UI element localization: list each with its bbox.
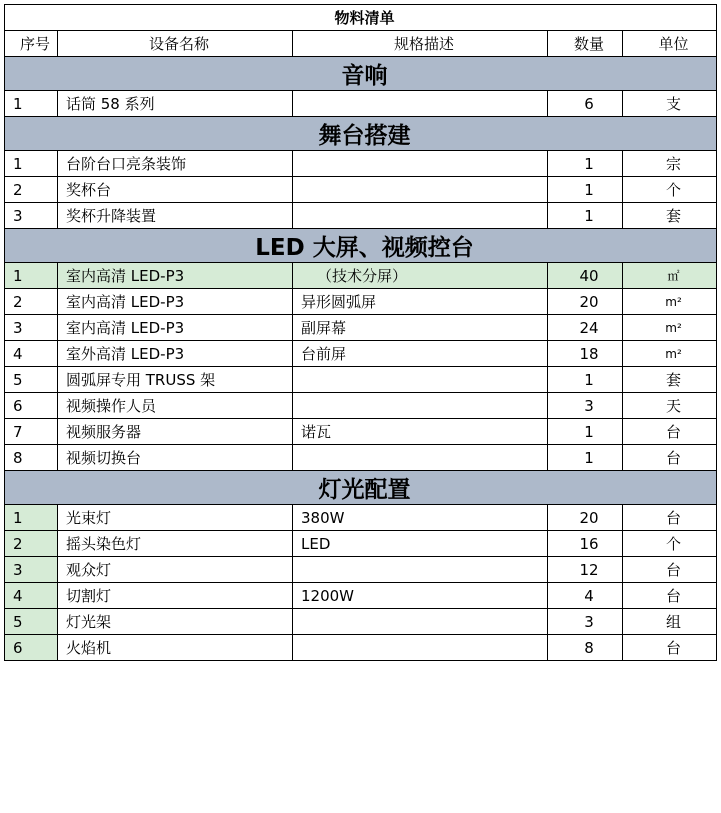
row-index: 1 [5, 505, 58, 531]
row-unit: 台 [623, 419, 717, 445]
row-quantity: 20 [548, 289, 623, 315]
row-spec [293, 177, 548, 203]
table-row [5, 315, 717, 341]
row-index: 5 [5, 367, 58, 393]
table-row [5, 151, 717, 177]
row-quantity: 24 [548, 315, 623, 341]
row-index: 6 [5, 393, 58, 419]
row-quantity: 3 [548, 393, 623, 419]
row-device-name: 室内高清 LED-P3 [58, 263, 293, 289]
table-row [5, 341, 717, 367]
row-index: 5 [5, 609, 58, 635]
row-index: 4 [5, 341, 58, 367]
row-spec [293, 367, 548, 393]
row-index: 3 [5, 315, 58, 341]
table-row [5, 609, 717, 635]
row-unit: m² [623, 341, 717, 367]
row-unit: 支 [623, 91, 717, 117]
row-index: 6 [5, 635, 58, 661]
row-unit: 组 [623, 609, 717, 635]
row-device-name: 台阶台口亮条装饰 [58, 151, 293, 177]
row-device-name: 切割灯 [58, 583, 293, 609]
row-unit: 台 [623, 445, 717, 471]
row-quantity: 20 [548, 505, 623, 531]
row-quantity: 3 [548, 609, 623, 635]
row-device-name: 奖杯升降装置 [58, 203, 293, 229]
row-unit: 台 [623, 635, 717, 661]
row-index: 1 [5, 263, 58, 289]
row-index: 1 [5, 91, 58, 117]
row-quantity: 1 [548, 151, 623, 177]
section-title: LED 大屏、视频控台 [5, 229, 717, 263]
row-spec: 诺瓦 [293, 419, 548, 445]
row-device-name: 火焰机 [58, 635, 293, 661]
row-unit: ㎡ [623, 263, 717, 289]
header-spec: 规格描述 [293, 31, 548, 57]
table-row [5, 263, 717, 289]
section-row [5, 57, 717, 91]
row-device-name: 摇头染色灯 [58, 531, 293, 557]
row-spec: LED [293, 531, 548, 557]
row-device-name: 圆弧屏专用 TRUSS 架 [58, 367, 293, 393]
row-spec [293, 445, 548, 471]
row-quantity: 1 [548, 419, 623, 445]
row-unit: m² [623, 315, 717, 341]
section-row [5, 471, 717, 505]
row-index: 2 [5, 531, 58, 557]
table-row [5, 367, 717, 393]
table-row [5, 583, 717, 609]
row-index: 4 [5, 583, 58, 609]
row-spec [293, 393, 548, 419]
row-device-name: 视频服务器 [58, 419, 293, 445]
row-spec: 副屏幕 [293, 315, 548, 341]
row-unit: 天 [623, 393, 717, 419]
table-row [5, 393, 717, 419]
row-quantity: 18 [548, 341, 623, 367]
section-title: 舞台搭建 [5, 117, 717, 151]
row-unit: 台 [623, 505, 717, 531]
header-unit: 单位 [623, 31, 717, 57]
row-spec: 380W [293, 505, 548, 531]
table-row [5, 419, 717, 445]
row-spec: 异形圆弧屏 [293, 289, 548, 315]
section-title: 音响 [5, 57, 717, 91]
row-quantity: 1 [548, 367, 623, 393]
header-device-name: 设备名称 [58, 31, 293, 57]
material-list-table [4, 4, 717, 661]
row-device-name: 室外高清 LED-P3 [58, 341, 293, 367]
row-unit: 套 [623, 367, 717, 393]
row-quantity: 12 [548, 557, 623, 583]
row-quantity: 1 [548, 177, 623, 203]
table-title: 物料清单 [5, 5, 717, 31]
row-spec [293, 609, 548, 635]
row-index: 7 [5, 419, 58, 445]
row-quantity: 1 [548, 445, 623, 471]
header-quantity: 数量 [548, 31, 623, 57]
row-unit: 宗 [623, 151, 717, 177]
row-index: 2 [5, 177, 58, 203]
table-row [5, 505, 717, 531]
table-row [5, 557, 717, 583]
row-index: 3 [5, 557, 58, 583]
row-unit: 台 [623, 557, 717, 583]
table-row [5, 531, 717, 557]
row-index: 8 [5, 445, 58, 471]
row-spec [293, 557, 548, 583]
row-spec: 1200W [293, 583, 548, 609]
row-spec [293, 91, 548, 117]
section-title: 灯光配置 [5, 471, 717, 505]
row-device-name: 视频切换台 [58, 445, 293, 471]
table-row [5, 635, 717, 661]
row-device-name: 室内高清 LED-P3 [58, 289, 293, 315]
row-spec: 台前屏 [293, 341, 548, 367]
table-row [5, 177, 717, 203]
row-index: 3 [5, 203, 58, 229]
table-row [5, 91, 717, 117]
row-device-name: 灯光架 [58, 609, 293, 635]
row-device-name: 视频操作人员 [58, 393, 293, 419]
row-quantity: 1 [548, 203, 623, 229]
table-row [5, 203, 717, 229]
row-unit: m² [623, 289, 717, 315]
row-index: 1 [5, 151, 58, 177]
row-spec [293, 203, 548, 229]
row-quantity: 40 [548, 263, 623, 289]
row-quantity: 16 [548, 531, 623, 557]
row-spec: （技术分屏） [293, 263, 548, 289]
row-unit: 台 [623, 583, 717, 609]
row-quantity: 8 [548, 635, 623, 661]
header-row [5, 31, 717, 57]
row-index: 2 [5, 289, 58, 315]
row-device-name: 观众灯 [58, 557, 293, 583]
table-row [5, 445, 717, 471]
row-spec [293, 151, 548, 177]
header-index: 序号 [5, 31, 58, 57]
row-device-name: 话筒 58 系列 [58, 91, 293, 117]
row-unit: 个 [623, 177, 717, 203]
row-quantity: 6 [548, 91, 623, 117]
row-spec [293, 635, 548, 661]
row-quantity: 4 [548, 583, 623, 609]
title-row [5, 5, 717, 31]
row-device-name: 奖杯台 [58, 177, 293, 203]
row-unit: 个 [623, 531, 717, 557]
row-device-name: 光束灯 [58, 505, 293, 531]
section-row [5, 229, 717, 263]
table-row [5, 289, 717, 315]
section-row [5, 117, 717, 151]
row-unit: 套 [623, 203, 717, 229]
row-device-name: 室内高清 LED-P3 [58, 315, 293, 341]
